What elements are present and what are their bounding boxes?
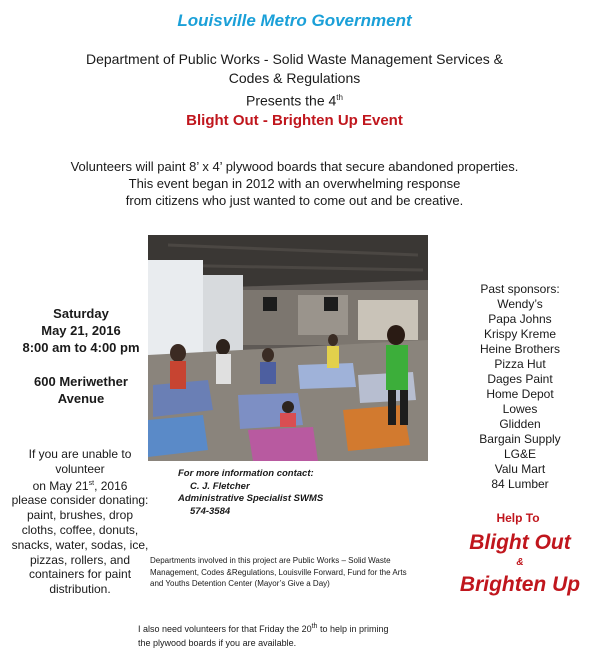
brighten-up-slogan: Brighten Up xyxy=(459,573,581,596)
contact-name: C. J. Fletcher xyxy=(190,480,250,492)
department-line: Department of Public Works - Solid Waste Management Services & xyxy=(85,51,504,67)
event-title: Blight Out - Brighten Up Event xyxy=(186,112,403,129)
donation-line: please consider donating: xyxy=(11,493,149,508)
contact-phone: 574-3584 xyxy=(190,505,231,517)
volunteers-painting-photo xyxy=(148,235,428,461)
past-sponsors xyxy=(455,282,585,492)
presents-sup: th xyxy=(336,93,343,102)
donation-line: If you are unable to xyxy=(28,447,132,461)
department-line: Codes & Regulations xyxy=(228,70,361,86)
volunteer-line xyxy=(138,620,458,636)
donation-request xyxy=(10,447,150,597)
sponsor-item: Heine Brothers xyxy=(479,342,561,356)
event-date-block xyxy=(18,305,144,356)
organization-title: Louisville Metro Government xyxy=(177,11,412,30)
volunteer-text-suffix: to help in priming xyxy=(317,624,389,634)
donation-line: cloths, coffee, donuts, xyxy=(21,522,139,537)
event-day: Saturday xyxy=(53,306,109,321)
donation-line: containers for paint xyxy=(28,567,132,582)
event-time: 8:00 am to 4:00 pm xyxy=(22,340,140,355)
help-to-label: Help To xyxy=(496,511,540,525)
volunteer-line: the plywood boards if you are available. xyxy=(138,638,297,648)
sponsor-item: Krispy Kreme xyxy=(483,327,557,341)
departments-note xyxy=(150,555,430,590)
intro-line: This event began in 2012 with an overwhelming response xyxy=(128,176,461,191)
event-photo xyxy=(148,235,428,461)
sponsor-item: Home Depot xyxy=(486,387,554,401)
sponsor-item: Dages Paint xyxy=(487,372,553,386)
sponsor-item: Lowes xyxy=(502,402,538,416)
donation-date-sup: st xyxy=(88,479,95,487)
donation-date-line xyxy=(10,477,150,494)
donation-line: snacks, water, sodas, ice, xyxy=(11,537,149,552)
address-line: 600 Meriwether xyxy=(34,374,128,389)
donation-date-year: , 2016 xyxy=(94,478,128,493)
sponsor-item: 84 Lumber xyxy=(491,477,549,491)
sponsor-item: Glidden xyxy=(499,417,541,431)
donation-line: pizzas, rollers, and xyxy=(29,552,131,567)
intro-line: from citizens who just wanted to come out and be creative. xyxy=(125,193,464,208)
sponsors-heading: Past sponsors: xyxy=(480,282,560,296)
contact-heading: For more information contact: xyxy=(178,468,314,479)
intro-paragraph xyxy=(30,158,559,209)
sponsor-item: LG&E xyxy=(503,447,536,461)
departments-line: Management, Codes &Regulations, Louisville Forward, Fund for the Arts xyxy=(150,567,407,577)
intro-line: Volunteers will paint 8’ x 4’ plywood boards that secure abandoned properties. xyxy=(70,159,519,174)
donation-line: volunteer xyxy=(55,461,105,476)
presents-line xyxy=(40,88,549,111)
donation-date-text: on May 21 xyxy=(32,478,89,493)
sponsor-item: Bargain Supply xyxy=(479,432,561,446)
donation-line: distribution. xyxy=(49,582,111,597)
contact-title: Administrative Specialist SWMS xyxy=(178,493,324,504)
event-address xyxy=(18,373,144,407)
sponsor-item: Pizza Hut xyxy=(494,357,546,371)
address-line: Avenue xyxy=(57,391,105,406)
departments-line: and Youths Detention Center (Mayor’s Give a Day) xyxy=(150,579,330,588)
volunteer-text: I also need volunteers for that Friday the 20 xyxy=(138,624,312,634)
department-heading xyxy=(40,50,549,111)
ampersand: & xyxy=(516,557,524,568)
presents-text: Presents the 4 xyxy=(246,92,337,109)
sponsor-item: Valu Mart xyxy=(494,462,546,476)
volunteer-sup: th xyxy=(311,623,318,630)
contact-block xyxy=(178,468,396,518)
departments-line: Departments involved in this project are Public Works – Solid Waste xyxy=(150,556,391,565)
volunteer-note xyxy=(138,620,458,650)
donation-line: paint, brushes, drop xyxy=(26,508,134,523)
sponsor-item: Papa Johns xyxy=(488,312,552,326)
blight-out-slogan: Blight Out xyxy=(469,531,571,554)
event-date: May 21, 2016 xyxy=(41,323,121,338)
sponsor-item: Wendy’s xyxy=(497,297,543,311)
